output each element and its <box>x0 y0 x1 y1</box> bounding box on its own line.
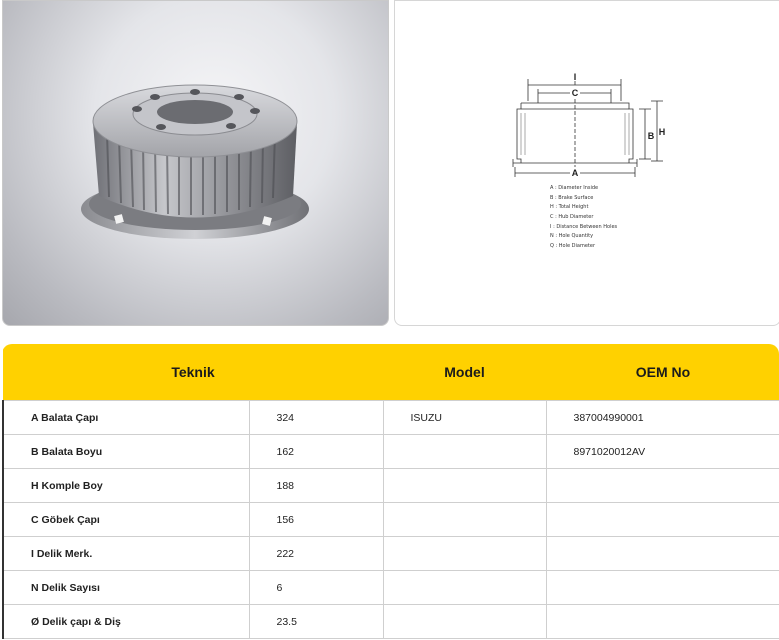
table-row <box>3 401 779 435</box>
technical-diagram-card[interactable] <box>394 0 779 326</box>
spec-label: N Delik Sayısı <box>3 571 249 605</box>
spec-value: 188 <box>249 469 383 503</box>
spec-value: 23.5 <box>249 605 383 639</box>
dim-label-b: B <box>647 131 655 141</box>
diagram-legend <box>550 185 618 249</box>
table-row <box>3 537 779 571</box>
spec-value: 222 <box>249 537 383 571</box>
oem-cell: 387004990001 <box>546 401 779 435</box>
oem-cell <box>546 537 779 571</box>
table-row <box>3 571 779 605</box>
table-row <box>3 503 779 537</box>
table-row <box>3 435 779 469</box>
dim-label-a: A <box>571 168 579 178</box>
model-cell <box>383 605 546 639</box>
spec-value: 162 <box>249 435 383 469</box>
legend-item: I : Distance Between Holes <box>550 224 618 230</box>
spec-value: 156 <box>249 503 383 537</box>
oem-cell <box>546 503 779 537</box>
legend-item: H : Total Height <box>550 204 589 210</box>
legend-item: Q : Hole Diameter <box>550 243 596 249</box>
spec-table <box>2 344 779 639</box>
model-cell: ISUZU <box>383 401 546 435</box>
header-oem: OEM No <box>546 344 779 401</box>
model-cell <box>383 571 546 605</box>
spec-label: A Balata Çapı <box>3 401 249 435</box>
legend-item: A : Diameter Inside <box>550 185 599 191</box>
oem-cell <box>546 469 779 503</box>
drum-dimension-diagram <box>395 1 779 325</box>
table-row <box>3 469 779 503</box>
model-cell <box>383 435 546 469</box>
header-model: Model <box>383 344 546 401</box>
table-row <box>3 605 779 639</box>
product-image-card[interactable] <box>2 0 389 326</box>
spec-label: Ø Delik çapı & Diş <box>3 605 249 639</box>
spec-table-container <box>2 344 779 640</box>
spec-value: 324 <box>249 401 383 435</box>
oem-cell <box>546 605 779 639</box>
spec-label: I Delik Merk. <box>3 537 249 571</box>
table-header-row <box>3 344 779 401</box>
spec-label: B Balata Boyu <box>3 435 249 469</box>
model-cell <box>383 537 546 571</box>
brake-drum-image <box>3 1 388 325</box>
dim-label-c: C <box>571 88 579 98</box>
spec-value: 6 <box>249 571 383 605</box>
header-teknik: Teknik <box>3 344 383 401</box>
oem-cell: 8971020012AV <box>546 435 779 469</box>
legend-item: B : Brake Surface <box>550 195 594 201</box>
legend-item: C : Hub Diameter <box>550 214 594 220</box>
spec-label: H Komple Boy <box>3 469 249 503</box>
spec-label: C Göbek Çapı <box>3 503 249 537</box>
model-cell <box>383 469 546 503</box>
oem-cell <box>546 571 779 605</box>
dim-label-h: H <box>658 127 666 137</box>
dim-label-i: I <box>573 72 577 82</box>
model-cell <box>383 503 546 537</box>
legend-item: N : Hole Quantity <box>550 233 594 239</box>
